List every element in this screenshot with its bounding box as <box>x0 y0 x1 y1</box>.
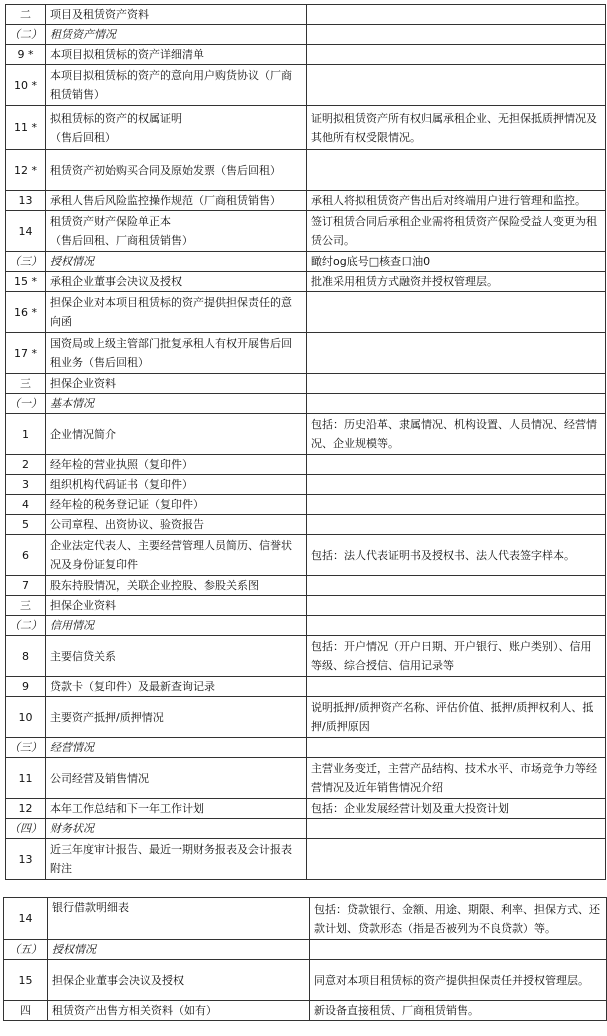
row-note <box>307 45 606 65</box>
row-note: 承租人将拟租赁资产售出后对终端用户进行管理和监控。 <box>307 191 606 211</box>
row-note <box>307 5 606 25</box>
row-note <box>307 677 606 697</box>
row-note: 新设备直接租赁、厂商租赁销售。 <box>310 1001 607 1021</box>
row-note <box>307 25 606 45</box>
row-label: 经年检的营业执照（复印件） <box>46 455 307 475</box>
row-number: （四） <box>6 819 46 839</box>
row-note <box>307 576 606 596</box>
document-table-continued <box>3 897 607 1021</box>
row-label: 项目及租赁资产资料 <box>46 5 307 25</box>
row-note <box>307 65 606 106</box>
row-note: 同意对本项目租赁标的资产提供担保责任并授权管理层。 <box>310 960 607 1001</box>
row-note <box>307 475 606 495</box>
row-number: （二） <box>6 25 46 45</box>
table-row <box>6 252 606 272</box>
row-number: 11 * <box>6 106 46 150</box>
row-number: 9 <box>6 677 46 697</box>
row-note: 包括：开户情况（开户日期、开户银行、账户类别）、信用等级、综合授信、信用记录等 <box>307 636 606 677</box>
row-number: 三 <box>6 596 46 616</box>
row-label: 担保企业董事会决议及授权 <box>48 960 310 1001</box>
table-row <box>6 616 606 636</box>
row-note: 批准采用租赁方式融资并授权管理层。 <box>307 272 606 292</box>
row-note <box>307 616 606 636</box>
row-label: 租赁资产情况 <box>46 25 307 45</box>
table-row <box>4 1001 607 1021</box>
table-row <box>6 45 606 65</box>
row-label: 公司经营及销售情况 <box>46 758 307 799</box>
row-number: 3 <box>6 475 46 495</box>
row-number: 10 * <box>6 65 46 106</box>
table-row <box>6 211 606 252</box>
row-number: （五） <box>4 940 48 960</box>
row-number: 13 <box>6 191 46 211</box>
table-row <box>6 414 606 455</box>
row-number: 15 * <box>6 272 46 292</box>
row-label: 授权情况 <box>48 940 310 960</box>
row-note <box>307 292 606 333</box>
row-number: 12 * <box>6 150 46 191</box>
row-number: 12 <box>6 799 46 819</box>
table-row <box>6 475 606 495</box>
table-row <box>6 738 606 758</box>
row-label: 承租企业董事会决议及授权 <box>46 272 307 292</box>
table-row <box>6 535 606 576</box>
row-label: 贷款卡（复印件）及最新查询记录 <box>46 677 307 697</box>
row-number: （一） <box>6 394 46 414</box>
row-label: 国资局或上级主管部门批复承租人有权开展售后回租业务（售后回租） <box>46 333 307 374</box>
document-table-main <box>5 4 606 880</box>
row-label: 组织机构代码证书（复印件） <box>46 475 307 495</box>
table-row <box>6 515 606 535</box>
table-row <box>6 191 606 211</box>
row-note <box>307 394 606 414</box>
table-row <box>6 25 606 45</box>
table-row <box>6 677 606 697</box>
row-label: 主要资产抵押/质押情况 <box>46 697 307 738</box>
table-row <box>6 272 606 292</box>
row-label: 本项目拟租赁标的资产的意向用户购货协议（厂商租赁销售） <box>46 65 307 106</box>
row-note: 主营业务变迁，主营产品结构、技术水平、市场竞争力等经营情况及近年销售情况介绍 <box>307 758 606 799</box>
table-row <box>6 5 606 25</box>
row-note: 证明拟租赁资产所有权归属承租企业、无担保抵质押情况及其他所有权受限情况。 <box>307 106 606 150</box>
table-row <box>6 799 606 819</box>
row-number: 二 <box>6 5 46 25</box>
row-label: 担保企业资料 <box>46 596 307 616</box>
row-note <box>307 150 606 191</box>
row-number: （三） <box>6 252 46 272</box>
row-note <box>307 515 606 535</box>
row-label: 经年检的税务登记证（复印件） <box>46 495 307 515</box>
table-row <box>4 960 607 1001</box>
table-row <box>6 374 606 394</box>
table-row <box>4 940 607 960</box>
row-label: 担保企业资料 <box>46 374 307 394</box>
table-row <box>6 65 606 106</box>
row-number: 17 * <box>6 333 46 374</box>
row-label: 租赁资产财产保险单正本 （售后回租、厂商租赁销售） <box>46 211 307 252</box>
table-row <box>6 292 606 333</box>
row-note <box>307 333 606 374</box>
row-number: 9 * <box>6 45 46 65</box>
row-label: 主要信贷关系 <box>46 636 307 677</box>
table-row <box>6 636 606 677</box>
row-label: 拟租赁标的资产的权属证明 （售后回租） <box>46 106 307 150</box>
row-note: 包括：贷款银行、金额、用途、期限、利率、担保方式、还款计划、贷款形态（指是否被列为不良贷款）等。 <box>310 898 607 940</box>
row-label: 信用情况 <box>46 616 307 636</box>
row-number: 4 <box>6 495 46 515</box>
row-note: 包括：历史沿革、隶属情况、机构设置、人员情况、经营情况、企业规模等。 <box>307 414 606 455</box>
row-label: 近三年度审计报告、最近一期财务报表及会计报表附注 <box>46 839 307 880</box>
row-number: 三 <box>6 374 46 394</box>
row-number: 16 * <box>6 292 46 333</box>
table-row <box>4 898 607 940</box>
row-note <box>307 455 606 475</box>
row-label: 银行借款明细表 <box>48 898 310 940</box>
row-number: 7 <box>6 576 46 596</box>
document-table-main-body <box>6 5 606 880</box>
row-note <box>307 839 606 880</box>
row-label: 企业法定代表人、主要经营管理人员简历、信誉状况及身份证复印件 <box>46 535 307 576</box>
row-note <box>307 495 606 515</box>
row-label: 授权情况 <box>46 252 307 272</box>
table-row <box>6 455 606 475</box>
row-label: 担保企业对本项目租赁标的资产提供担保责任的意向函 <box>46 292 307 333</box>
table-row <box>6 596 606 616</box>
row-label: 企业情况简介 <box>46 414 307 455</box>
table-row <box>6 150 606 191</box>
table-row <box>6 495 606 515</box>
row-label: 租赁资产出售方相关资料（如有） <box>48 1001 310 1021</box>
row-number: 8 <box>6 636 46 677</box>
row-number: 11 <box>6 758 46 799</box>
document-table-continued-body <box>4 898 607 1021</box>
row-note <box>307 596 606 616</box>
row-note: 签订租赁合同后承租企业需将租赁资产保险受益人变更为租赁公司。 <box>307 211 606 252</box>
table-row <box>6 333 606 374</box>
row-number: 四 <box>4 1001 48 1021</box>
row-number: （三） <box>6 738 46 758</box>
row-number: 13 <box>6 839 46 880</box>
table-row <box>6 576 606 596</box>
row-note <box>307 819 606 839</box>
row-number: 2 <box>6 455 46 475</box>
table-row <box>6 758 606 799</box>
row-label: 本年工作总结和下一年工作计划 <box>46 799 307 819</box>
row-note <box>307 374 606 394</box>
row-label: 经营情况 <box>46 738 307 758</box>
table-row <box>6 106 606 150</box>
row-note: 瞰纣og底号□核查口油0 <box>307 252 606 272</box>
row-label: 财务状况 <box>46 819 307 839</box>
row-number: 5 <box>6 515 46 535</box>
row-label: 基本情况 <box>46 394 307 414</box>
row-note: 包括：企业发展经营计划及重大投资计划 <box>307 799 606 819</box>
row-number: 1 <box>6 414 46 455</box>
row-note <box>310 940 607 960</box>
row-number: （二） <box>6 616 46 636</box>
table-row <box>6 697 606 738</box>
row-number: 15 <box>4 960 48 1001</box>
row-note: 说明抵押/质押资产名称、评估价值、抵押/质押权利人、抵押/质押原因 <box>307 697 606 738</box>
row-label: 本项目拟租赁标的资产详细清单 <box>46 45 307 65</box>
row-label: 股东持股情况，关联企业控股、参股关系图 <box>46 576 307 596</box>
table-row <box>6 394 606 414</box>
row-note <box>307 738 606 758</box>
row-label: 公司章程、出资协议、验资报告 <box>46 515 307 535</box>
table-row <box>6 839 606 880</box>
row-number: 14 <box>6 211 46 252</box>
row-number: 10 <box>6 697 46 738</box>
row-label: 租赁资产初始购买合同及原始发票（售后回租） <box>46 150 307 191</box>
row-label: 承租人售后风险监控操作规范（厂商租赁销售） <box>46 191 307 211</box>
row-number: 14 <box>4 898 48 940</box>
table-row <box>6 819 606 839</box>
row-number: 6 <box>6 535 46 576</box>
row-note: 包括：法人代表证明书及授权书、法人代表签字样本。 <box>307 535 606 576</box>
